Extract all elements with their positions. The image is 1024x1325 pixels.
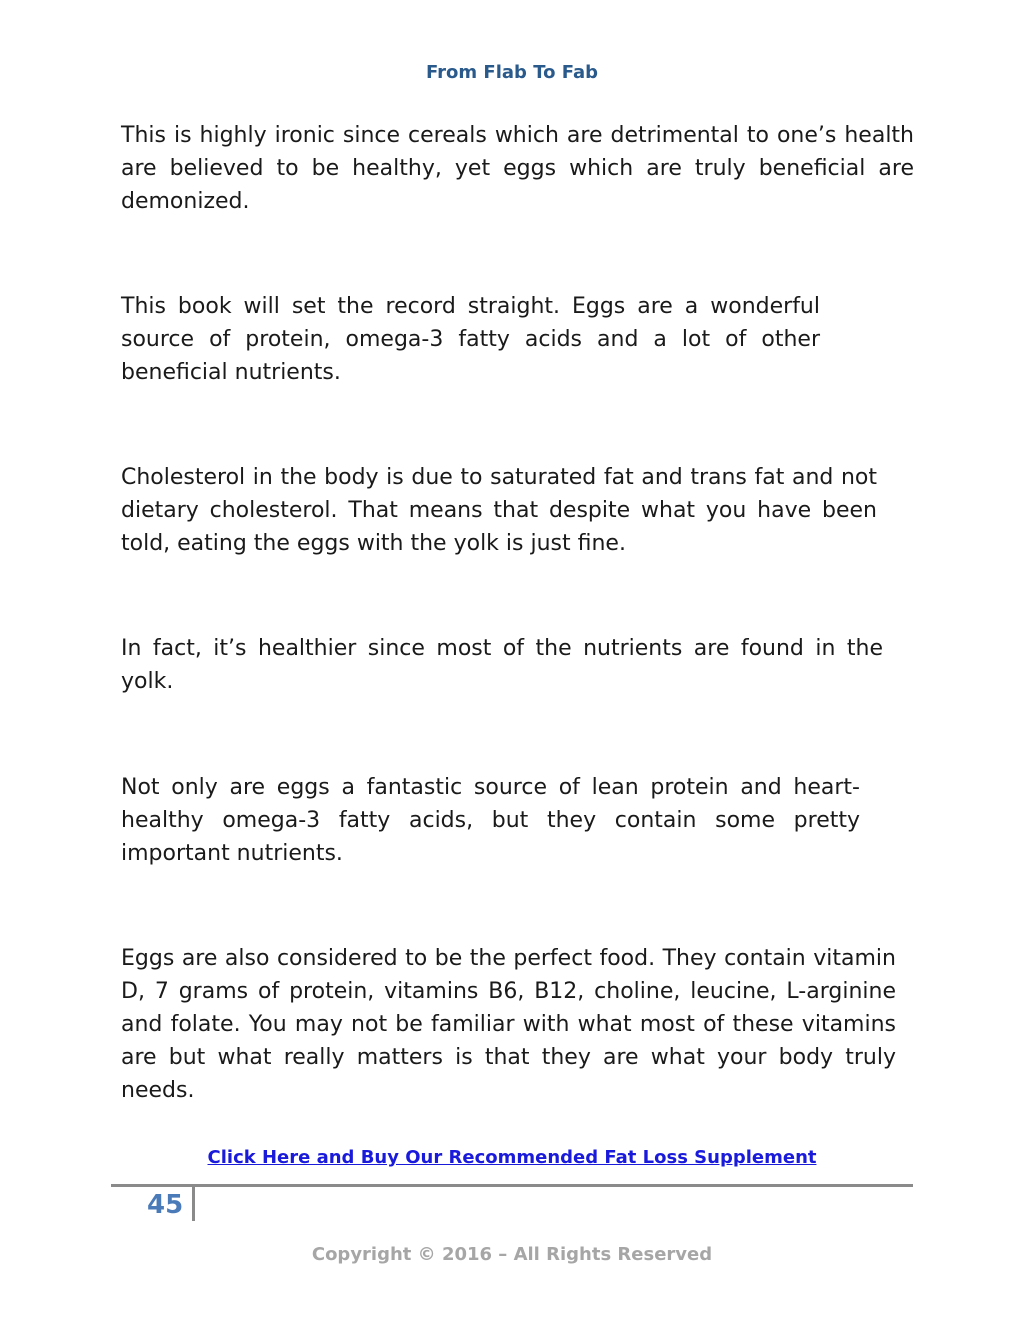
body-paragraph: Eggs are also considered to be the perfect food. They contain vitamin D, 7 grams of protein, vitamins B6, B12, choline, leucine, L-arginine and folate. You may not be familiar with what most of these vitamins are but what really matters is that they are what your body truly needs.	[121, 946, 896, 1103]
body-paragraph: Cholesterol in the body is due to saturated fat and trans fat and not dietary cholesterol. That means that despite what you have been told, eating the eggs with the yolk is just fine.	[121, 465, 877, 556]
footer-divider	[111, 1184, 913, 1187]
running-header-title: From Flab To Fab	[426, 62, 598, 83]
page-number: 45	[147, 1190, 184, 1220]
copyright-notice: Copyright © 2016 – All Rights Reserved	[311, 1244, 713, 1265]
supplement-promo-link[interactable]: Click Here and Buy Our Recommended Fat Loss Supplement	[207, 1147, 817, 1168]
body-paragraph: This is highly ironic since cereals which are detrimental to one’s health are believed to be healthy, yet eggs which are truly beneficial are demonized.	[121, 123, 914, 214]
page-number-divider	[192, 1187, 195, 1221]
body-paragraph: This book will set the record straight. Eggs are a wonderful source of protein, omega-3 fatty acids and a lot of other beneficial nutrients.	[121, 294, 820, 385]
body-paragraph: Not only are eggs a fantastic source of lean protein and heart-healthy omega-3 fatty acids, but they contain some pretty important nutrients.	[121, 775, 860, 866]
body-paragraph: In fact, it’s healthier since most of the nutrients are found in the yolk.	[121, 636, 883, 694]
